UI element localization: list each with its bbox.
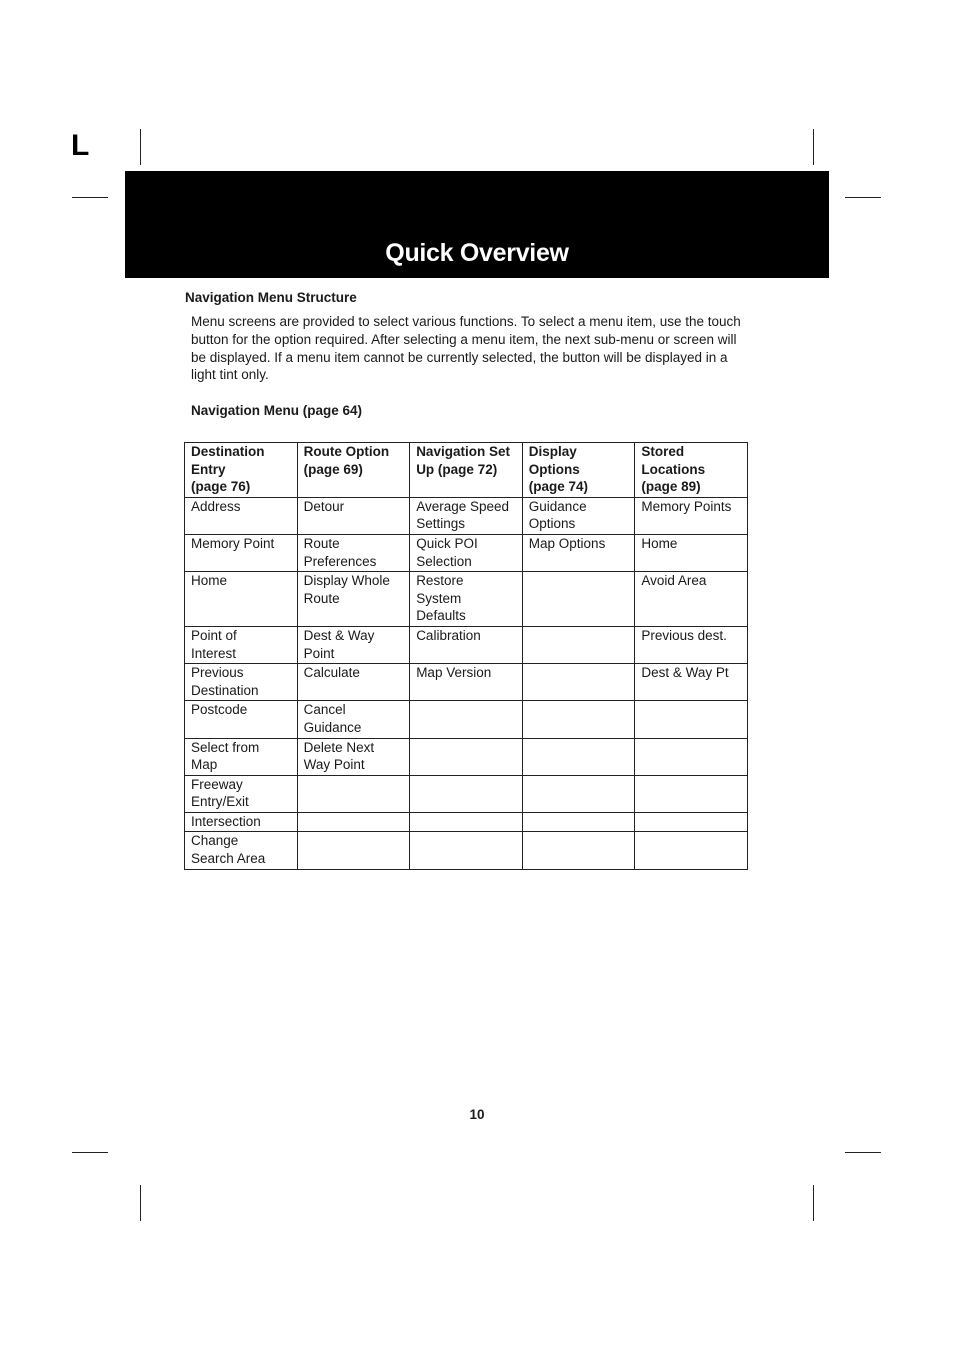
table-cell: Previous dest. (635, 626, 748, 663)
table-cell: Dest & Way Point (297, 626, 410, 663)
table-cell: Change Search Area (185, 832, 298, 869)
table-cell (410, 701, 523, 738)
table-cell (635, 812, 748, 832)
crop-mark-bottom-right-horizontal (845, 1152, 881, 1153)
table-cell: Calculate (297, 664, 410, 701)
table-header-row (185, 443, 748, 498)
crop-mark-bottom-left-vertical (140, 1185, 141, 1221)
language-letter: L (71, 129, 90, 162)
table-row (185, 664, 748, 701)
crop-mark-top-left-horizontal (72, 197, 108, 198)
table-cell (635, 701, 748, 738)
table-cell (522, 626, 635, 663)
crop-mark-top-right-vertical (813, 129, 814, 165)
table-cell (522, 832, 635, 869)
table-row (185, 832, 748, 869)
table-cell (635, 832, 748, 869)
table-cell: Previous Destination (185, 664, 298, 701)
table-row (185, 775, 748, 812)
crop-mark-top-left-vertical (140, 129, 141, 165)
table-cell: Detour (297, 497, 410, 534)
table-cell: Postcode (185, 701, 298, 738)
table-cell: Calibration (410, 626, 523, 663)
table-cell: Guidance Options (522, 497, 635, 534)
table-cell: Point of Interest (185, 626, 298, 663)
table-cell: Display Whole Route (297, 572, 410, 627)
table-cell: Memory Point (185, 534, 298, 571)
table-cell (297, 775, 410, 812)
table-cell (522, 701, 635, 738)
table-cell (522, 664, 635, 701)
column-header: Navigation Set Up (page 72) (410, 443, 523, 498)
table-row (185, 626, 748, 663)
table-cell: Freeway Entry/Exit (185, 775, 298, 812)
table-cell: Dest & Way Pt (635, 664, 748, 701)
table-cell (522, 812, 635, 832)
intro-paragraph: Menu screens are provided to select various functions. To select a menu item, use the touch button for the option required. After selecting a menu item, the next sub-menu or screen will be displayed. If a menu item cannot be currently selected, the button will be displayed in a light tint only. (191, 314, 741, 383)
column-header: Stored Locations (page 89) (635, 443, 748, 498)
crop-mark-bottom-left-horizontal (72, 1152, 108, 1153)
table-row (185, 738, 748, 775)
page-title: Quick Overview (385, 239, 569, 267)
table-row (185, 701, 748, 738)
table-cell: Memory Points (635, 497, 748, 534)
table-body (185, 497, 748, 869)
table-cell: Select from Map (185, 738, 298, 775)
table-caption: Navigation Menu (page 64) (191, 403, 363, 418)
table-cell (522, 738, 635, 775)
column-header: Destination Entry (page 76) (185, 443, 298, 498)
table-cell: Average Speed Settings (410, 497, 523, 534)
table-cell (410, 775, 523, 812)
table-cell (522, 775, 635, 812)
table-cell (410, 812, 523, 832)
table-cell: Route Preferences (297, 534, 410, 571)
table-row (185, 572, 748, 627)
page-number: 10 (469, 1107, 485, 1122)
table-cell (522, 572, 635, 627)
table-cell: Address (185, 497, 298, 534)
table-cell (635, 738, 748, 775)
table-row (185, 497, 748, 534)
table-row (185, 812, 748, 832)
table-row (185, 534, 748, 571)
table-cell: Map Options (522, 534, 635, 571)
section-heading: Navigation Menu Structure (185, 290, 357, 305)
table-cell: Cancel Guidance (297, 701, 410, 738)
table-cell: Delete Next Way Point (297, 738, 410, 775)
title-banner (125, 171, 829, 278)
crop-mark-top-right-horizontal (845, 197, 881, 198)
column-header: Route Option (page 69) (297, 443, 410, 498)
table-cell: Restore System Defaults (410, 572, 523, 627)
table-cell: Avoid Area (635, 572, 748, 627)
column-header: Display Options (page 74) (522, 443, 635, 498)
table-cell: Intersection (185, 812, 298, 832)
table-cell: Map Version (410, 664, 523, 701)
table-cell: Home (185, 572, 298, 627)
table-cell (410, 738, 523, 775)
table-cell: Quick POI Selection (410, 534, 523, 571)
table-cell: Home (635, 534, 748, 571)
navigation-menu-table (184, 442, 748, 870)
table-cell (635, 775, 748, 812)
table-cell (410, 832, 523, 869)
table-cell (297, 832, 410, 869)
crop-mark-bottom-right-vertical (813, 1185, 814, 1221)
table-cell (297, 812, 410, 832)
